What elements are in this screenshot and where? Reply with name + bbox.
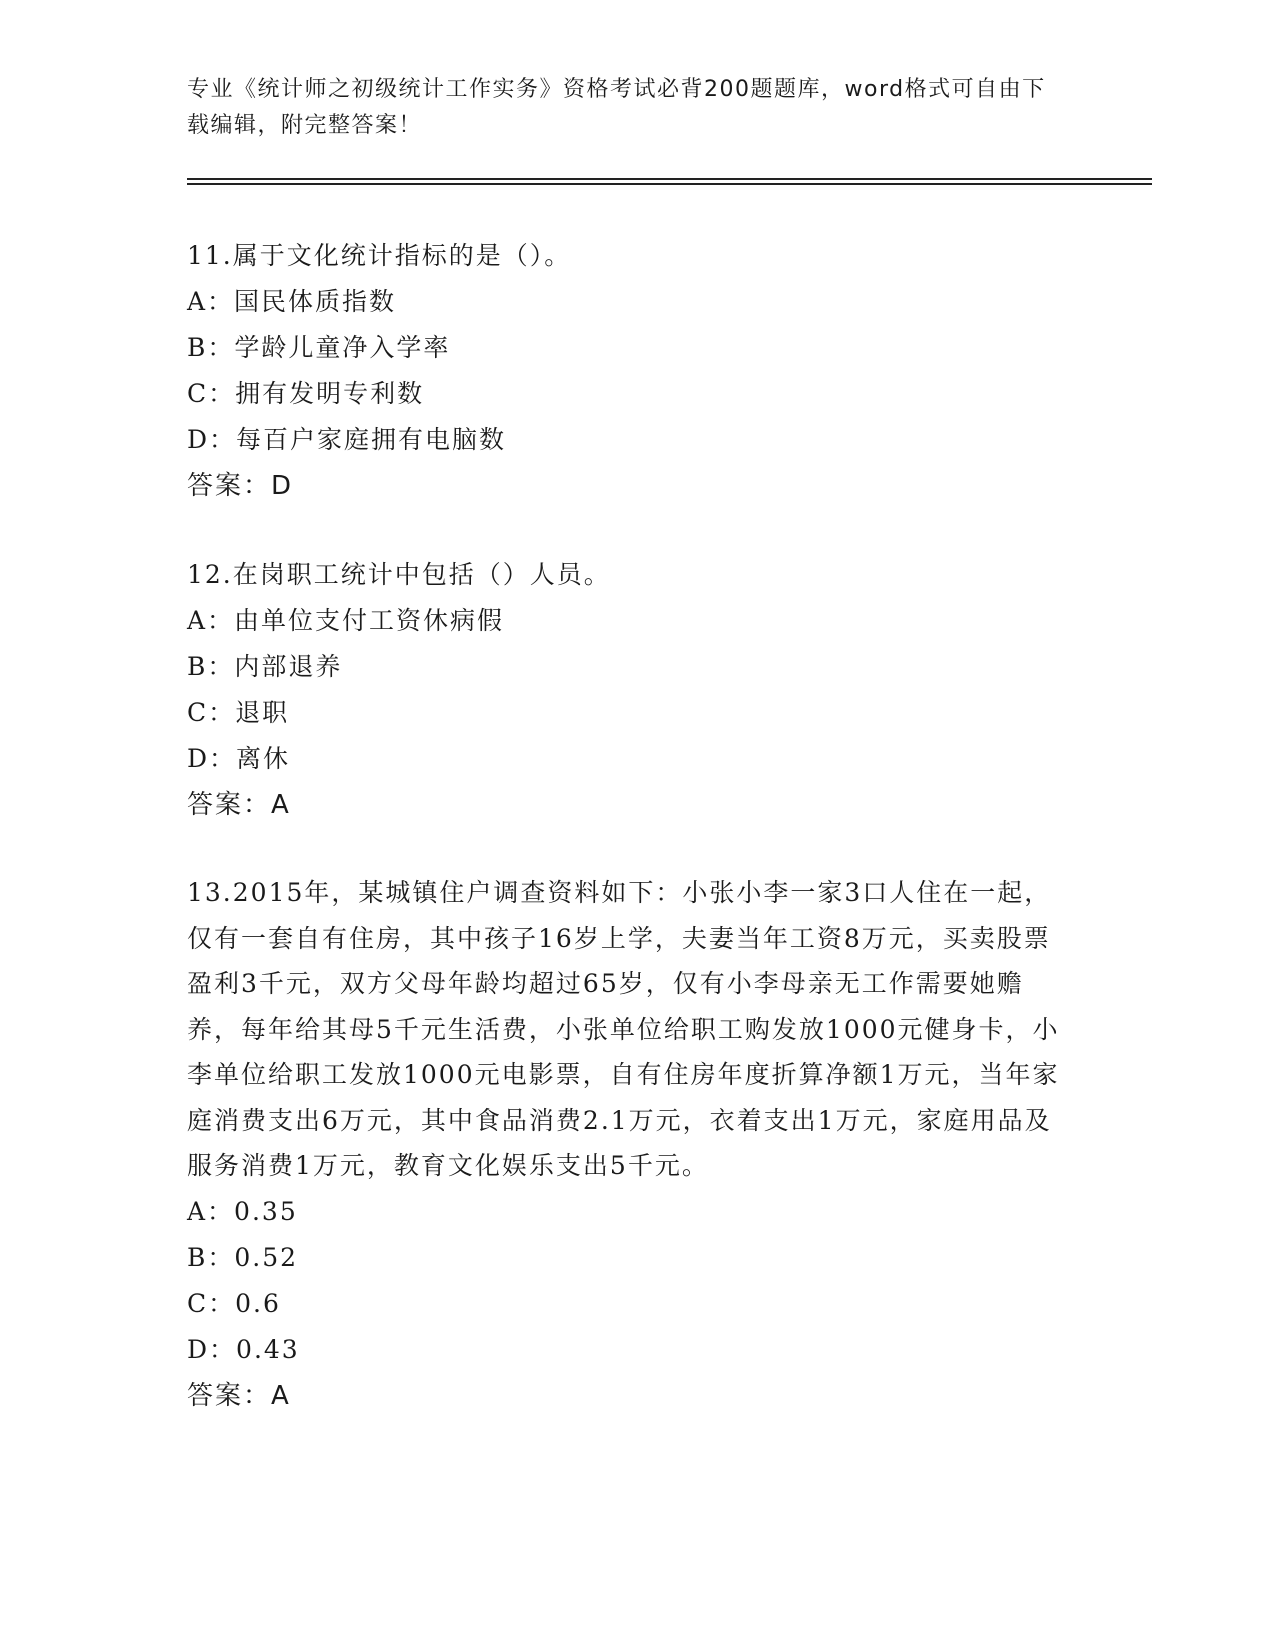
option-c: C：退职 [187,698,290,727]
option-d: D：每百户家庭拥有电脑数 [187,425,507,454]
question-stem: 11.属于文化统计指标的是（）。 [187,241,572,270]
option-c: C：拥有发明专利数 [187,379,425,408]
answer: 答案：D [187,471,294,501]
option-c: C：0.6 [187,1288,281,1318]
question-13 [187,870,1087,1419]
question-stem: 13.2015年，某城镇住户调查资料如下：小张小李一家3口人住在一起，仅有一套自有住房，其中孩子16岁上学，夫妻当年工资8万元，买卖股票盈利3千元，双方父母年龄均超过65岁，仅有小李母亲无工作需要她赡养，每年给其母5千元生活费，小张单位给职工购发放1000元健身卡，小李单位给职工发放1000元电影票，自有住房年度折算净额1万元，当年家庭消费支出6万元，其中食品消费2.1万元，衣着支出1万元，家庭用品及服务消费1万元，教育文化娱乐支出5千元。 [187,878,1060,1180]
document-header [187,72,1067,144]
question-12 [187,552,1087,828]
option-d: D：0.43 [187,1334,300,1364]
option-b: B：0.52 [187,1242,299,1272]
question-stem: 12.在岗职工统计中包括（）人员。 [187,560,611,589]
answer: 答案：A [187,790,291,820]
option-a: A：国民体质指数 [187,287,397,316]
option-a: A：由单位支付工资休病假 [187,606,505,635]
header-text: 专业《统计师之初级统计工作实务》资格考试必背200题题库，word格式可自由下载编辑，附完整答案！ [187,77,1046,138]
option-b: B：学龄儿童净入学率 [187,333,451,362]
option-b: B：内部退养 [187,652,343,681]
option-a: A：0.35 [187,1196,298,1226]
question-11 [187,233,1087,509]
answer: 答案：A [187,1380,291,1411]
header-divider-top [187,178,1152,180]
header-divider-bottom [187,183,1152,185]
option-d: D：离休 [187,744,291,773]
